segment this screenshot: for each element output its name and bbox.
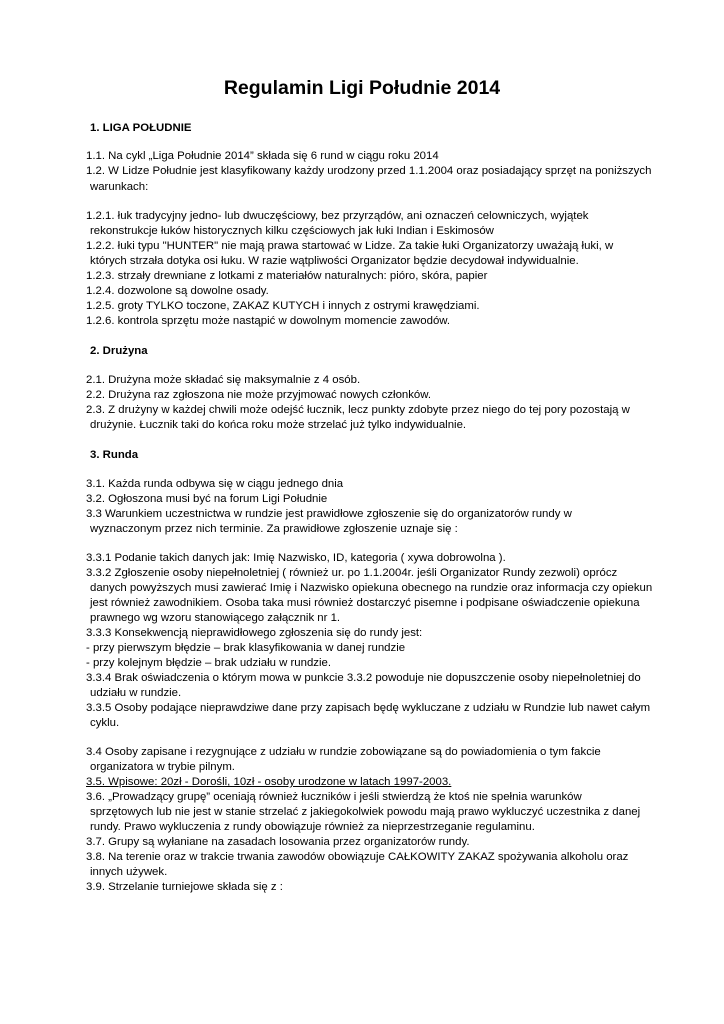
text-line: 3.3.1 Podanie takich danych jak: Imię Nazwisko, ID, kategoria ( xywa dobrowolna ). bbox=[86, 552, 506, 564]
text-line: 1.2.1. łuk tradycyjny jedno- lub dwuczęściowy, bez przyrządów, ani oznaczeń celowniczych, wyjątek bbox=[86, 210, 589, 222]
text-line: 1.1. Na cykl „Liga Południe 2014” składa się 6 rund w ciągu roku 2014 bbox=[86, 150, 439, 162]
text-line: 3.4 Osoby zapisane i rezygnujące z udziału w rundzie zobowiązane są do powiadomienia o tym fakcie bbox=[86, 746, 601, 758]
section-heading: 1. LIGA POŁUDNIE bbox=[90, 122, 192, 134]
text-line: udziału w rundzie. bbox=[90, 687, 182, 699]
text-line: wyznaczonym przez nich terminie. Za prawidłowe zgłoszenie uznaje się : bbox=[90, 523, 458, 535]
text-line: drużynie. Łucznik taki do końca roku może strzelać już tylko indywidualnie. bbox=[90, 419, 467, 431]
text-line: 1.2.5. groty TYLKO toczone, ZAKAZ KUTYCH i innych z ostrymi krawędziami. bbox=[86, 300, 480, 312]
text-line: 3.8. Na terenie oraz w trakcie trwania zawodów obowiązuje CAŁKOWITY ZAKAZ spożywania alkoholu oraz bbox=[86, 851, 629, 863]
text-line: rekonstrukcje łuków historycznych kilku częściowych jak łuki Indian i Eskimosów bbox=[90, 225, 494, 237]
text-line: 3.7. Grupy są wyłaniane na zasadach losowania przez organizatorów rundy. bbox=[86, 836, 470, 848]
text-line: 3.1. Każda runda odbywa się w ciągu jednego dnia bbox=[86, 478, 344, 490]
text-line: cyklu. bbox=[90, 717, 120, 729]
text-line: jest również zawodnikiem. Osoba taka musi również dostarczyć pisemne i podpisane oświadczenie opiekuna bbox=[90, 597, 640, 609]
text-line: 3.3.2 Zgłoszenie osoby niepełnoletniej ( również ur. po 1.1.2004r. jeśli Organizator Rundy zezwoli) oprócz bbox=[86, 567, 618, 579]
text-line: - przy kolejnym błędzie – brak udziału w rundzie. bbox=[86, 657, 332, 669]
text-line: danych powyższych musi zawierać Imię i Nazwisko opiekuna obecnego na rundzie oraz informacja czy opiekun bbox=[90, 582, 653, 594]
section-heading: 2. Drużyna bbox=[90, 345, 148, 357]
text-line: 3.6. „Prowadzący grupę” oceniają również łuczników i jeśli stwierdzą że ktoś nie spełnia warunków bbox=[86, 791, 582, 803]
section-heading: 3. Runda bbox=[90, 449, 139, 461]
text-line: 2.2. Drużyna raz zgłoszona nie może przyjmować nowych członków. bbox=[86, 389, 432, 401]
text-line: 3.5. Wpisowe: 20zł - Dorośli, 10zł - osoby urodzone w latach 1997-2003. bbox=[86, 776, 452, 788]
text-line: - przy pierwszym błędzie – brak klasyfikowania w danej rundzie bbox=[86, 642, 406, 654]
text-line: prawnego wg wzoru stanowiącego załącznik nr 1. bbox=[90, 612, 341, 624]
text-line: 1.2.2. łuki typu "HUNTER" nie mają prawa startować w Lidze. Za takie łuki Organizatorzy uważają łuki, w bbox=[86, 240, 614, 252]
text-line: 1.2.6. kontrola sprzętu może nastąpić w dowolnym momencie zawodów. bbox=[86, 315, 451, 327]
text-line: 3.2. Ogłoszona musi być na forum Ligi Południe bbox=[86, 493, 328, 505]
text-line: warunkach: bbox=[90, 181, 149, 193]
text-line: innych używek. bbox=[90, 866, 168, 878]
text-line: rundy. Prawo wykluczenia z rundy obowiązuje również za nieprzestrzeganie regulaminu. bbox=[90, 821, 535, 833]
text-line: 1.2.3. strzały drewniane z lotkami z materiałów naturalnych: pióro, skóra, papier bbox=[86, 270, 488, 282]
text-line: których strzała dotyka osi łuku. W razie wątpliwości Organizator będzie decydował indywidualnie. bbox=[90, 255, 579, 267]
text-line: organizatora w trybie pilnym. bbox=[90, 761, 235, 773]
text-line: 3.3.5 Osoby podające nieprawdziwe dane przy zapisach będę wykluczane z udziału w Rundzie lub nawet całym bbox=[86, 702, 651, 714]
text-line: 3.3.3 Konsekwencją nieprawidłowego zgłoszenia się do rundy jest: bbox=[86, 627, 423, 639]
document-title: Regulamin Ligi Południe 2014 bbox=[223, 77, 501, 99]
text-line: 2.1. Drużyna może składać się maksymalnie z 4 osób. bbox=[86, 374, 361, 386]
text-line: 1.2.4. dozwolone są dowolne osady. bbox=[86, 285, 269, 297]
text-line: 2.3. Z drużyny w każdej chwili może odejść łucznik, lecz punkty zdobyte przez niego do tej pory pozostają w bbox=[86, 404, 630, 416]
text-line: 3.3 Warunkiem uczestnictwa w rundzie jest prawidłowe zgłoszenie się do organizatorów rundy w bbox=[86, 508, 572, 520]
text-line: 1.2. W Lidze Południe jest klasyfikowany każdy urodzony przed 1.1.2004 oraz posiadający sprzęt na poniższych bbox=[86, 165, 652, 177]
text-line: 3.9. Strzelanie turniejowe składa się z : bbox=[86, 881, 283, 893]
text-line: sprzętowych lub nie jest w stanie strzelać z jakiegokolwiek powodu mają prawo wykluczyć uczestnika z danej bbox=[90, 806, 641, 818]
text-line: 3.3.4 Brak oświadczenia o którym mowa w punkcie 3.3.2 powoduje nie dopuszczenie osoby niepełnoletniej do bbox=[86, 672, 641, 684]
